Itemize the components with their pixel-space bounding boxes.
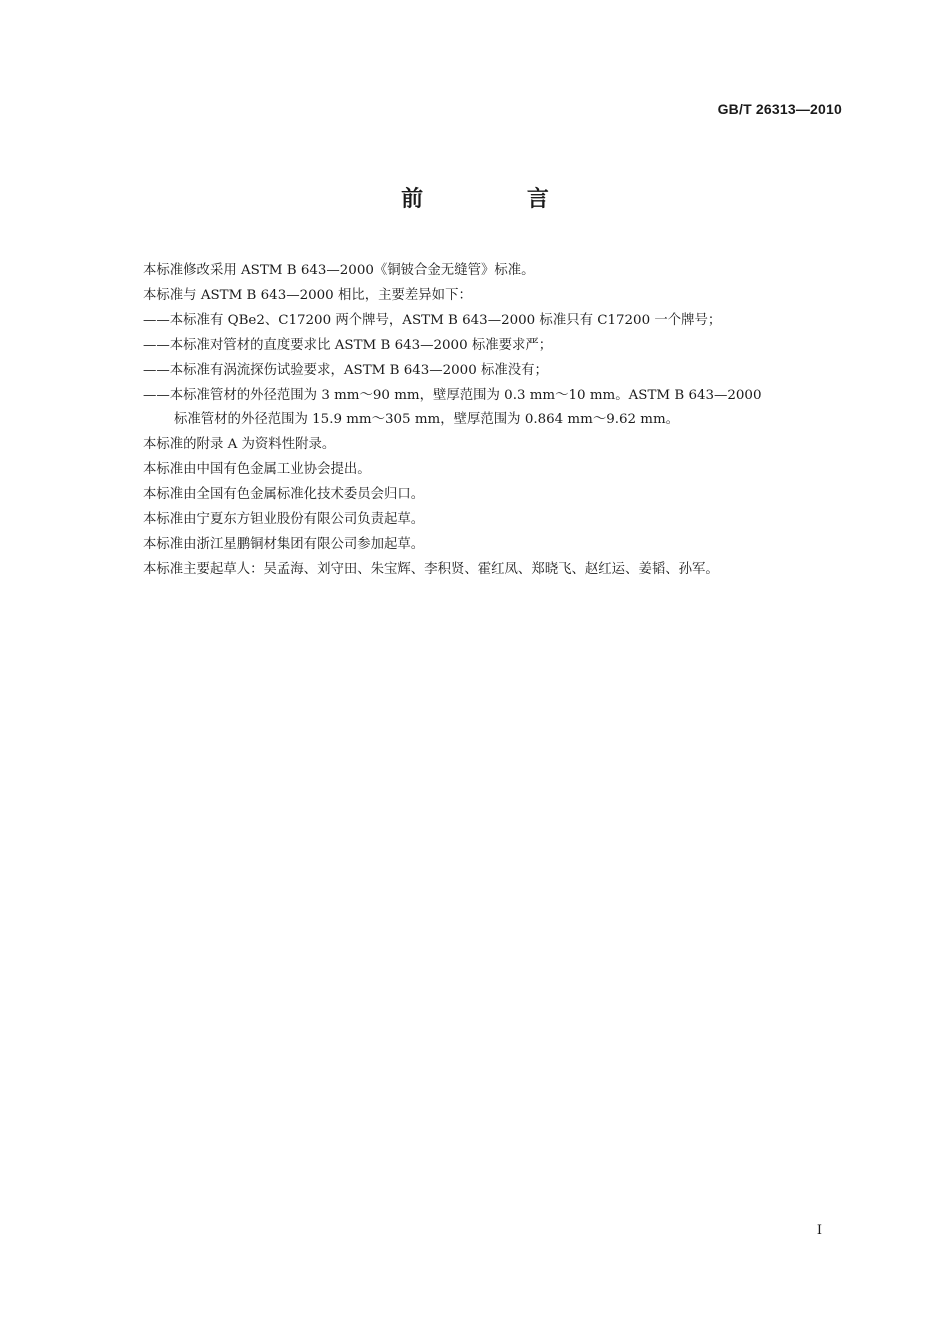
paragraph-participated: 本标准由浙江星鹏铜材集团有限公司参加起草。 <box>143 536 425 552</box>
page-number: I <box>816 1223 822 1238</box>
paragraph-under-jurisdiction: 本标准由全国有色金属标准化技术委员会归口。 <box>143 487 425 503</box>
paragraph-adoption: 本标准修改采用 ASTM B 643—2000《铜铍合金无缝管》标准。 <box>143 263 535 278</box>
difference-item-dimensions-line2: 标准管材的外径范围为 15.9 mm～305 mm，壁厚范围为 0.864 mm～9.62 mm。 <box>174 412 680 428</box>
paragraph-proposed-by: 本标准由中国有色金属工业协会提出。 <box>143 462 371 478</box>
difference-item-eddy-current: ——本标准有涡流探伤试验要求，ASTM B 643—2000 标准没有； <box>143 362 548 378</box>
difference-item-dimensions <box>143 384 848 434</box>
difference-item-grades: ——本标准有 QBe2、C17200 两个牌号，ASTM B 643—2000 标准只有 C17200 一个牌号； <box>143 312 722 328</box>
paragraph-drafted-by: 本标准由宁夏东方钽业股份有限公司负责起草。 <box>143 512 425 528</box>
standard-code: GB/T 26313—2010 <box>717 101 842 117</box>
difference-item-dimensions-line1: ——本标准管材的外径范围为 3 mm～90 mm，壁厚范围为 0.3 mm～10 mm。ASTM B 643—2000 <box>143 387 762 403</box>
paragraph-drafters: 本标准主要起草人：吴孟海、刘守田、朱宝辉、李积贤、霍红凤、郑晓飞、赵红运、姜韬、孙军。 <box>143 561 719 577</box>
foreword-body <box>143 259 848 583</box>
page-title: 前 言 <box>401 187 597 212</box>
paragraph-annex: 本标准的附录 A 为资料性附录。 <box>143 437 336 453</box>
difference-item-straightness: ——本标准对管材的直度要求比 ASTM B 643—2000 标准要求严； <box>143 337 553 353</box>
paragraph-differences-intro: 本标准与 ASTM B 643—2000 相比，主要差异如下： <box>143 287 472 303</box>
